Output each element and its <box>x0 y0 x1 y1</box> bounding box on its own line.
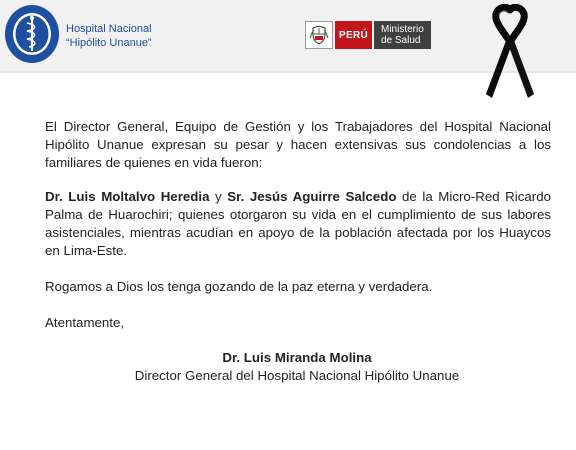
deceased-paragraph-rest: de la Micro-Red Ricardo Palma de Huarochiri; quienes otorgaron su vida en el cumplimiento de sus labores asistenciales, mientras acudían en apoyo de la población afectada por los Huaycos en Lima-Este. <box>45 189 551 258</box>
hospital-name-line1: Hospital Nacional <box>66 23 152 35</box>
ministry-logo <box>305 21 431 49</box>
deceased-paragraph <box>45 188 551 260</box>
condolence-letter <box>45 118 551 385</box>
closing-text: Atentamente, <box>45 315 125 330</box>
black-ribbon-icon <box>478 4 542 104</box>
signatory-name: Dr. Luis Miranda Molina <box>222 350 372 365</box>
connector-text: y <box>209 189 228 204</box>
peru-label: PERÚ <box>335 21 372 49</box>
hospital-name-line2: “Hipólito Unanue” <box>66 37 152 49</box>
peru-shield-icon <box>305 21 333 49</box>
deceased-name-1: Dr. Luis Moltalvo Heredia <box>45 189 210 204</box>
intro-paragraph: El Director General, Equipo de Gestión y los Trabajadores del Hospital Nacional Hipólito Unanue expresan su pesar y hacen extensivas sus condolencias a los familiares de quienes en vida fueron: <box>45 119 551 170</box>
hospital-logo <box>3 3 61 65</box>
ministry-label <box>374 21 431 49</box>
signature-block <box>122 349 472 385</box>
hospital-name <box>66 22 152 50</box>
prayer-paragraph: Rogamos a Dios los tenga gozando de la paz eterna y verdadera. <box>45 279 433 294</box>
ministry-label-line2: de Salud <box>380 35 421 46</box>
ministry-label-line1: Ministerio <box>380 24 424 35</box>
deceased-name-2: Sr. Jesús Aguirre Salcedo <box>227 189 397 204</box>
signatory-title: Director General del Hospital Nacional Hipólito Unanue <box>134 368 460 383</box>
